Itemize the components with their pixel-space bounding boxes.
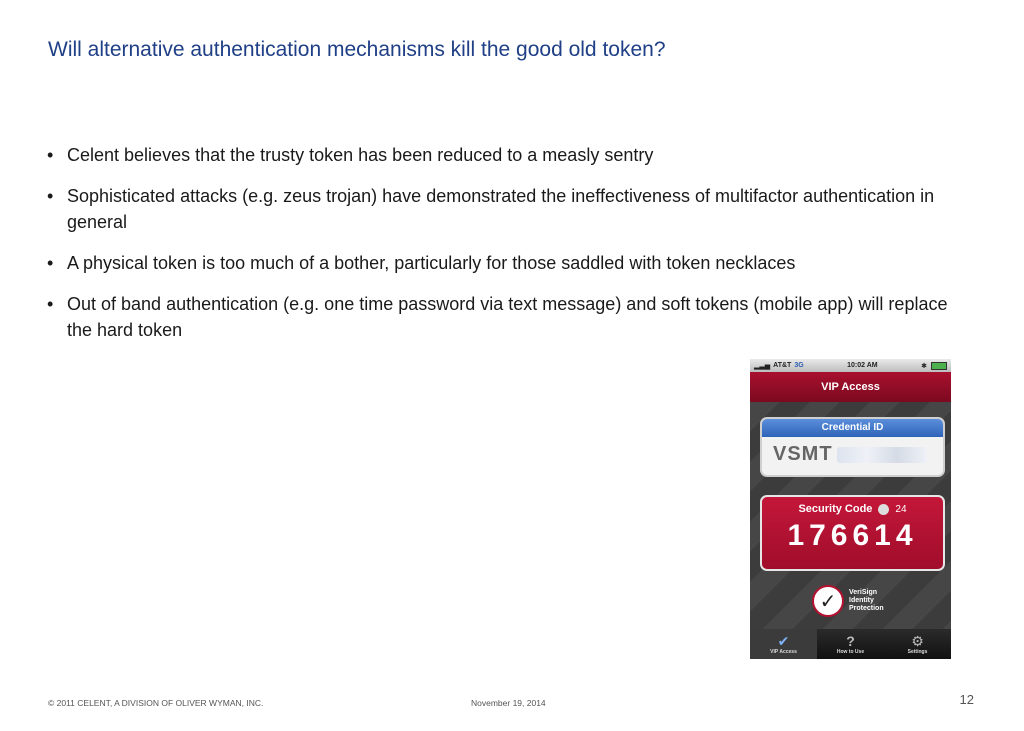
bluetooth-icon: ✱	[921, 362, 927, 370]
network-type: 3G	[794, 362, 804, 369]
logo-line: VeriSign	[849, 589, 878, 596]
logo-line: Identity	[849, 597, 874, 604]
bullet-item	[47, 142, 977, 168]
security-code-card	[760, 495, 945, 571]
bullet-marker: •	[47, 294, 54, 314]
slide-title: Will alternative authentication mechanisms kill the good old token?	[48, 38, 666, 61]
tab-vip-access[interactable]	[750, 629, 817, 659]
credential-value: VSMT	[773, 443, 833, 465]
bullet-text: Out of band authentication (e.g. one time password via text message) and soft tokens (mobile app) will replace the hard token	[67, 294, 948, 340]
clock: 10:02 AM	[847, 362, 878, 369]
bullet-text: A physical token is too much of a bother, particularly for those saddled with token necklaces	[67, 253, 796, 273]
gear-icon: ⚙	[911, 632, 924, 649]
footer-date: November 19, 2014	[471, 698, 546, 708]
verisign-logo	[812, 585, 884, 617]
battery-icon	[931, 362, 947, 370]
tab-label: How to Use	[836, 648, 865, 655]
logo-line: Protection	[849, 605, 884, 612]
bullet-marker: •	[47, 145, 54, 165]
timer-seconds: 24	[895, 503, 907, 515]
tab-label: Settings	[907, 648, 928, 655]
security-label: Security Code	[798, 503, 873, 515]
carrier-name: AT&T	[773, 362, 792, 369]
checkmark-icon: ✓	[812, 585, 844, 617]
tab-label: VIP Access	[770, 648, 797, 655]
tab-settings[interactable]	[884, 629, 951, 659]
bullet-marker: •	[47, 186, 54, 206]
status-bar	[750, 359, 951, 372]
tab-bar	[750, 629, 951, 659]
bullet-list	[47, 142, 977, 358]
bullet-text: Celent believes that the trusty token has been reduced to a measly sentry	[67, 145, 654, 165]
bullet-item	[47, 291, 977, 343]
bullet-text: Sophisticated attacks (e.g. zeus trojan) have demonstrated the ineffectiveness of multifactor authentication in general	[67, 186, 935, 232]
app-content	[750, 402, 951, 629]
bullet-marker: •	[47, 253, 54, 273]
redacted-area	[837, 447, 927, 463]
app-title-bar: VIP Access	[750, 372, 951, 402]
tab-how-to-use[interactable]	[817, 629, 884, 659]
copyright-footer: © 2011 CELENT, A DIVISION OF OLIVER WYMAN, INC.	[48, 698, 264, 708]
phone-screenshot	[750, 359, 951, 659]
credential-card	[760, 417, 945, 477]
timer-icon	[878, 504, 889, 515]
question-icon: ?	[846, 632, 855, 649]
credential-label: Credential ID	[762, 419, 943, 437]
signal-icon: ▂▃▅	[754, 362, 771, 370]
page-number: 12	[959, 692, 974, 707]
check-badge-icon: ✔	[777, 632, 790, 649]
bullet-item	[47, 183, 977, 235]
bullet-item	[47, 250, 977, 276]
security-code: 176614	[787, 519, 918, 552]
